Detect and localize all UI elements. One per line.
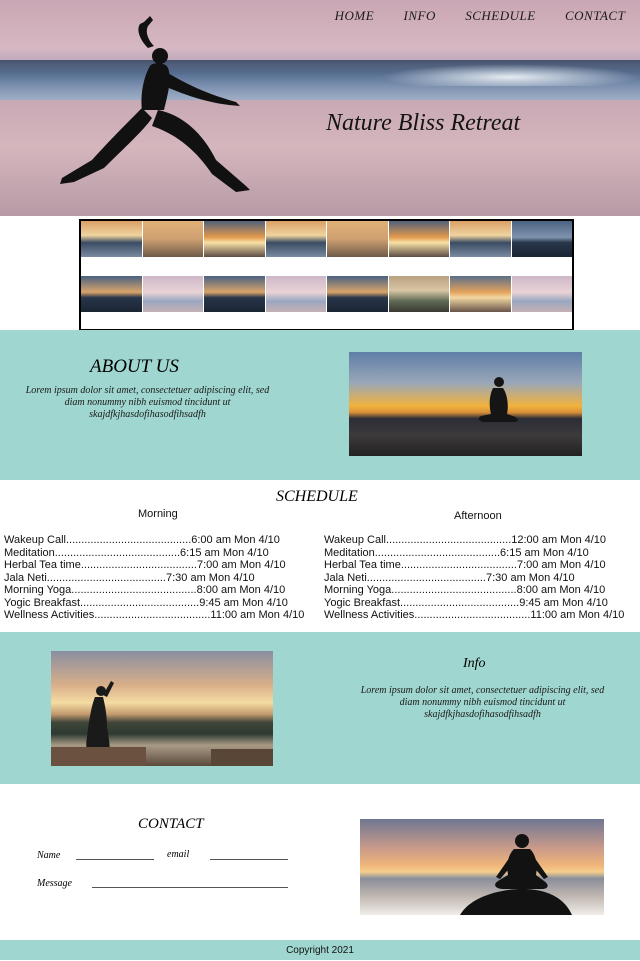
footer — [0, 940, 640, 960]
about-photo — [349, 352, 582, 456]
about-text: Lorem ipsum dolor sit amet, consectetuer adipiscing elit, sed diam nonummy nibh euismod tincidunt ut skajdfkjhasdofihasodfihsadfh — [25, 385, 270, 420]
gallery-thumb[interactable] — [266, 221, 327, 275]
gallery-thumb[interactable] — [450, 221, 511, 275]
afternoon-heading: Afternoon — [454, 510, 502, 522]
name-input[interactable] — [76, 849, 154, 860]
message-label: Message — [37, 878, 72, 889]
schedule-row: Yogic Breakfast.......................................9:45 am Mon 4/10 — [4, 596, 288, 609]
hero-title: Nature Bliss Retreat — [326, 110, 521, 136]
gallery-thumb[interactable] — [389, 276, 450, 330]
gallery-thumb[interactable] — [81, 276, 142, 330]
gallery-thumb[interactable] — [81, 221, 142, 275]
gallery-thumb[interactable] — [450, 276, 511, 330]
hero-wave — [380, 64, 640, 86]
nav-schedule[interactable]: SCHEDULE — [465, 8, 536, 23]
gallery-thumb[interactable] — [143, 276, 204, 330]
schedule-row: Jala Neti.......................................7:30 am Mon 4/10 — [4, 571, 255, 584]
meditating-man-silhouette — [360, 819, 604, 915]
gallery-thumb[interactable] — [512, 276, 573, 330]
contact-title: CONTACT — [138, 816, 204, 832]
nav-home[interactable]: HOME — [334, 8, 375, 23]
hero-banner — [0, 0, 640, 216]
dancing-woman-silhouette — [51, 651, 273, 766]
meditating-woman-silhouette — [349, 352, 582, 456]
gallery-thumb[interactable] — [327, 276, 388, 330]
schedule-row: Morning Yoga.........................................8:00 am Mon 4/10 — [324, 584, 606, 596]
copyright-text: Copyright 2021 — [286, 945, 354, 956]
gallery-thumb[interactable] — [143, 221, 204, 275]
afternoon-schedule-list — [324, 534, 624, 622]
schedule-row: Meditation.........................................6:15 am Mon 4/10 — [324, 546, 589, 559]
gallery-thumb[interactable] — [204, 221, 265, 275]
schedule-row: Wellness Activities......................................11:00 am Mon 4/10 — [4, 609, 305, 621]
about-title: ABOUT US — [90, 356, 179, 377]
schedule-row: Meditation.........................................6:15 am Mon 4/10 — [4, 546, 269, 559]
morning-schedule-list — [4, 534, 304, 622]
schedule-row: Morning Yoga.........................................8:00 am Mon 4/10 — [4, 584, 286, 596]
gallery-thumb[interactable] — [389, 221, 450, 275]
schedule-row: Herbal Tea time......................................7:00 am Mon 4/10 — [324, 559, 606, 571]
info-section — [0, 632, 640, 784]
contact-photo — [360, 819, 604, 915]
schedule-row: Wellness Activities......................................11:00 am Mon 4/10 — [324, 609, 625, 621]
morning-heading: Morning — [138, 508, 178, 520]
nav-contact[interactable]: CONTACT — [564, 8, 626, 23]
about-section — [0, 330, 640, 480]
name-label: Name — [37, 850, 61, 861]
info-text: Lorem ipsum dolor sit amet, consectetuer adipiscing elit, sed diam nonummy nibh euismod tincidunt ut skajdfkjhasdofihasodfihsadfh — [360, 685, 605, 720]
contact-section — [0, 786, 640, 936]
thumbnail-gallery — [79, 219, 574, 331]
yoga-figure — [40, 10, 280, 200]
schedule-title: SCHEDULE — [276, 488, 358, 505]
message-input[interactable] — [92, 877, 288, 888]
schedule-row: Jala Neti.......................................7:30 am Mon 4/10 — [324, 571, 575, 584]
info-photo — [51, 651, 273, 766]
email-input[interactable] — [210, 849, 288, 860]
schedule-row: Herbal Tea time......................................7:00 am Mon 4/10 — [4, 559, 286, 571]
email-label: email — [167, 849, 190, 860]
gallery-thumb[interactable] — [204, 276, 265, 330]
info-title: Info — [463, 656, 486, 671]
top-navigation — [320, 8, 640, 24]
nav-info[interactable]: INFO — [403, 8, 436, 23]
gallery-thumb[interactable] — [266, 276, 327, 330]
gallery-thumb[interactable] — [327, 221, 388, 275]
schedule-row: Wakeup Call.........................................6:00 am Mon 4/10 — [4, 534, 280, 546]
schedule-row: Wakeup Call.........................................12:00 am Mon 4/10 — [324, 534, 607, 546]
schedule-section — [0, 484, 640, 632]
schedule-row: Yogic Breakfast.......................................9:45 am Mon 4/10 — [324, 596, 608, 609]
gallery-thumb[interactable] — [512, 221, 573, 275]
